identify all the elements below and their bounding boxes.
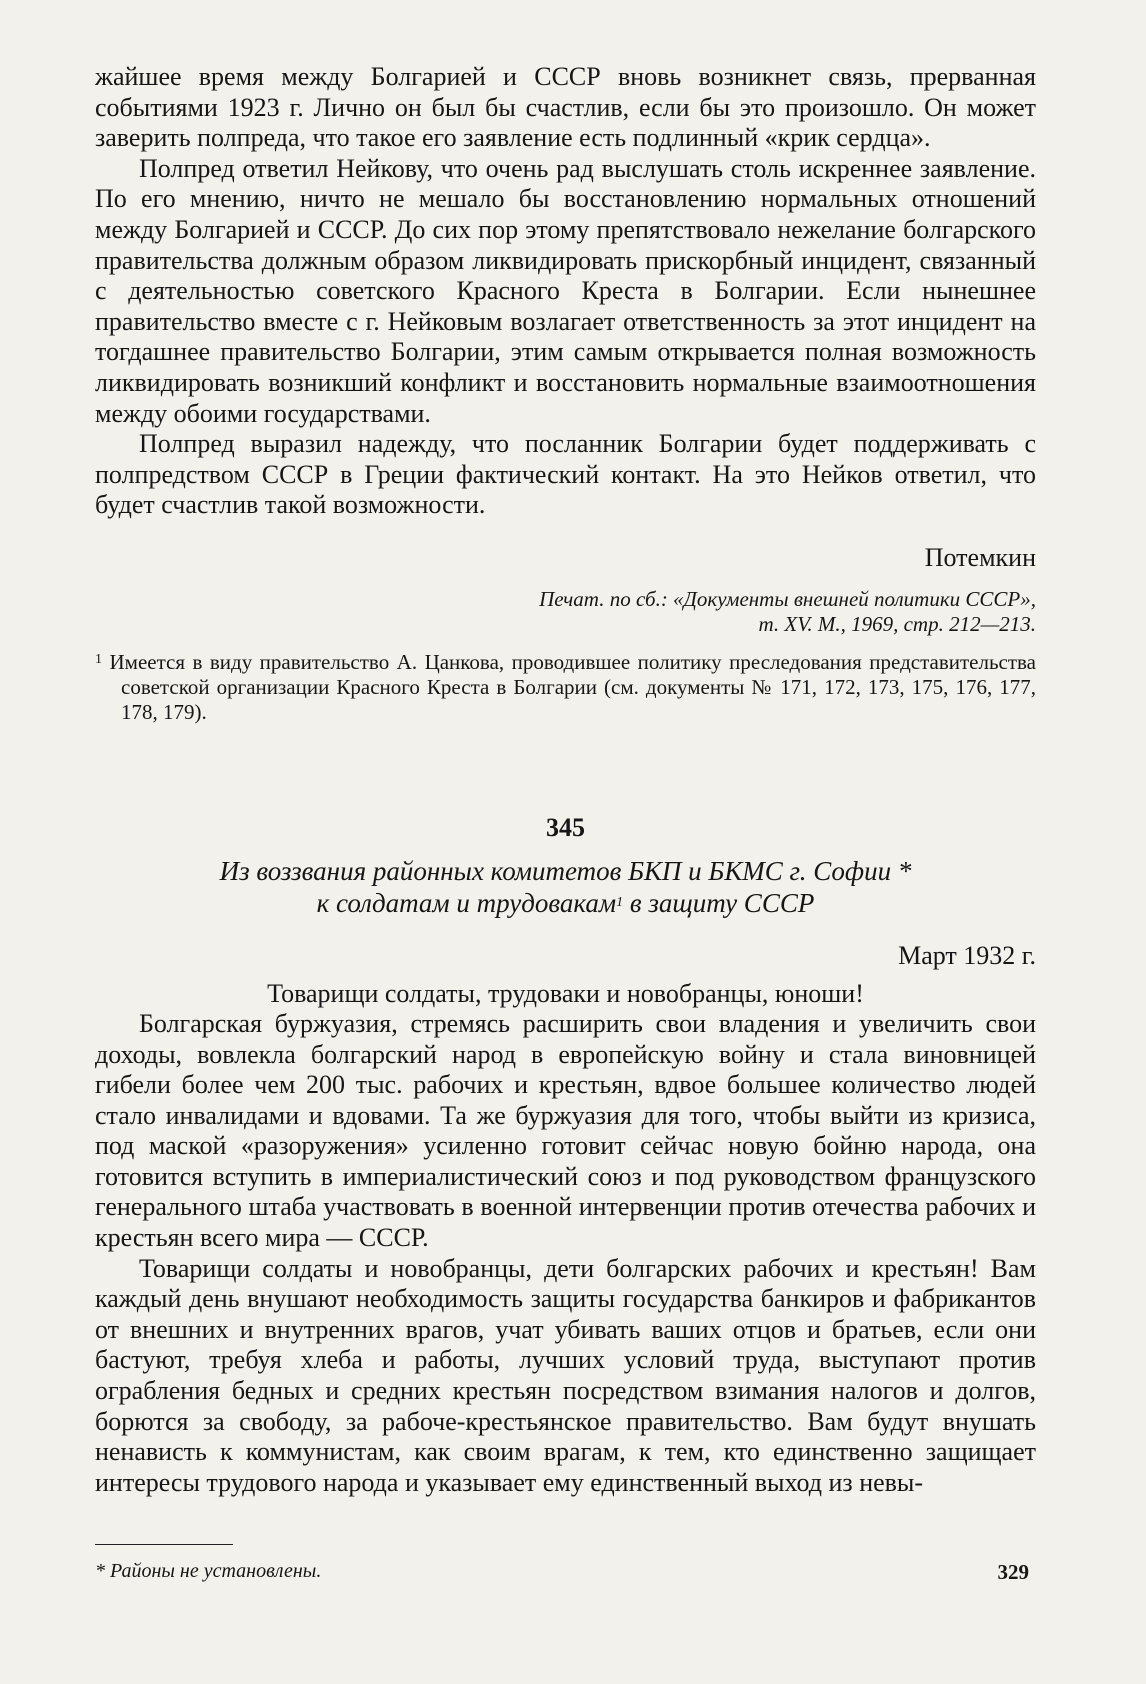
bottom-text-block — [95, 1009, 1036, 1499]
source-citation — [95, 587, 1036, 637]
paragraph-polpred-reply: Полпред ответил Нейкову, что очень рад выслушать столь искреннее заявление. По его мнению, ничто не мешало бы восстановлению нормальных отношений между Болгарией и СССР. До сих пор этому препятствовало нежелание болгарского правительства должным образом ликвидировать прискорбный инцидент, связанный с деятельностью советского Красного Креста в Болгарии. Если нынешнее правительство вместе с г. Нейковым возлагает ответственность за этот инцидент на тогдашнее правительство Болгарии, этим самым открывается полная возможность ликвидировать возникший конфликт и восстановить нормальные взаимоотношения между обоими государствами. — [95, 153, 1036, 428]
footnote-marker: 1 — [95, 651, 102, 667]
document-title — [95, 855, 1036, 919]
source-line-2: т. XV. М., 1969, стр. 212—213. — [758, 611, 1036, 636]
bottom-footnote: * Районы не установлены. — [95, 1560, 322, 1583]
footnote — [95, 647, 1036, 725]
title-footnote-marker: 1 — [616, 894, 624, 910]
paragraph-continuation: жайшее время между Болгарией и СССР вновь возникнет связь, прерванная событиями 1923 г. Лично он был бы счастлив, если бы это произошло. Он может заверить полпреда, что такое его заявление есть подлинный «крик сердца». — [95, 62, 1036, 153]
title-line-2-part-a: к солдатам и трудовакам — [316, 887, 617, 918]
signature: Потемкин — [924, 542, 1036, 572]
title-line-2-part-b: в защиту СССР — [623, 887, 815, 918]
document-number: 345 — [546, 812, 585, 842]
top-text-block — [95, 62, 1036, 521]
title-line-2 — [95, 887, 1036, 919]
paragraph-comrades: Товарищи солдаты и новобранцы, дети болгарских рабочих и крестьян! Вам каждый день внушают необходимость защиты государства банкиров и фабрикантов от внешних и внутренних врагов, учат убивать ваших отцов и братьев, если они бастуют, требуя хлеба и работы, лучших условий труда, выступают против ограбления бедных и средних крестьян посредством взимания налогов и долгов, борются за свободу, за рабоче-крестьянское правительство. Вам будут внушать ненависть к коммунистам, как своим врагам, к тем, кто единственно защищает интересы трудового народа и указывает ему единственный выход из невы- — [95, 1253, 1036, 1497]
document-date: Март 1932 г. — [898, 940, 1036, 970]
footnote-divider — [95, 1544, 233, 1545]
salutation: Товарищи солдаты, трудоваки и новобранцы, юноши! — [267, 978, 864, 1008]
footnote-text: Имеется в виду правительство А. Цанкова, проводившее политику преследования представительства советской организации Красного Креста в Болгарии (см. документы № 171, 172, 173, 175, 176, 177, 178, 179). — [109, 649, 1037, 724]
paragraph-bourgeoisie: Болгарская буржуазия, стремясь расширить свои владения и увеличить свои доходы, вовлекла болгарский народ в европейскую войну и стала виновницей гибели более чем 200 тыс. рабочих и крестьян, вдвое большее количество людей стало инвалидами и вдовами. Та же буржуазия для того, чтобы выйти из кризиса, под маской «разоружения» усиленно готовит сейчас новую бойню народа, она готовится вступить в империалистический союз и под руководством французского генерального штаба участвовать в военной интервенции против отечества рабочих и крестьян всего мира — СССР. — [95, 1008, 1036, 1253]
page-number: 329 — [997, 1560, 1029, 1584]
title-line-1: Из воззвания районных комитетов БКП и БКМС г. Софии * — [219, 855, 912, 886]
source-line-1: Печат. по сб.: «Документы внешней политики СССР», — [539, 586, 1036, 611]
paragraph-polpred-hope: Полпред выразил надежду, что посланник Болгарии будет поддерживать с полпредством СССР в Греции фактический контакт. На это Нейков ответил, что будет счастлив такой возможности. — [95, 429, 1036, 520]
